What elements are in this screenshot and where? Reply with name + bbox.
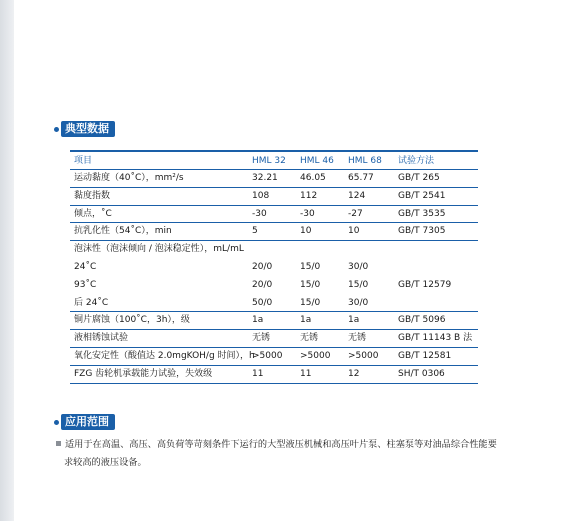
table-cell: 20/0: [252, 261, 273, 272]
table-cell: 20/0: [252, 279, 273, 290]
table-cell: 15/0: [300, 279, 321, 290]
table-cell: 5: [252, 226, 258, 237]
table-cell: 1a: [300, 315, 312, 326]
table-cell: 液相锈蚀试验: [74, 333, 129, 344]
application-paragraph: [56, 436, 526, 472]
heading-label: 应用范围: [61, 414, 115, 430]
table-cell: 32.21: [252, 173, 278, 183]
table-cell: >5000: [300, 350, 331, 361]
table-cell: 46.05: [300, 173, 326, 183]
table-cell: 15/0: [348, 279, 369, 290]
typical-data-heading: [54, 121, 115, 137]
application-line: 适用于在高温、高压、高负荷等苛刻条件下运行的大型液压机械和高压叶片泵、柱塞泵等对油品综合性能要: [65, 439, 497, 450]
heading-bullet-icon: [54, 420, 59, 425]
table-row: [70, 188, 478, 206]
table-row: [70, 277, 478, 295]
table-row: [70, 366, 478, 384]
table-cell: 1a: [348, 315, 360, 326]
table-cell: 无锈: [252, 333, 271, 344]
table-cell: 10: [348, 226, 360, 237]
header-cell: 试验方法: [398, 156, 435, 166]
table-row: [70, 295, 478, 313]
table-cell: 15/0: [300, 261, 321, 272]
square-bullet-icon: [56, 441, 61, 446]
table-cell: GB/T 12579: [398, 279, 452, 290]
table-cell: 24˚C: [74, 261, 97, 272]
table-cell: GB/T 12581: [398, 350, 452, 361]
page-edge-strip: [0, 0, 14, 521]
table-cell: 93˚C: [74, 279, 97, 290]
table-cell: 黏度指数: [74, 190, 111, 201]
table-cell: 后 24˚C: [74, 297, 109, 308]
header-cell: HML 68: [348, 156, 382, 166]
header-cell: HML 46: [300, 156, 334, 166]
table-cell: SH/T 0306: [398, 368, 445, 379]
table-cell: FZG 齿轮机承载能力试验，失效级: [74, 368, 213, 379]
table-cell: GB/T 2541: [398, 190, 446, 201]
table-cell: -30: [300, 208, 315, 219]
table-cell: 无锈: [348, 333, 367, 344]
table-cell: 15/0: [300, 297, 321, 308]
table-cell: GB/T 3535: [398, 208, 446, 219]
header-cell: HML 32: [252, 156, 286, 166]
table-cell: >5000: [252, 350, 283, 361]
table-cell: 泡沫性（泡沫倾向 / 泡沫稳定性），mL/mL: [74, 244, 244, 255]
table-cell: 铜片腐蚀（100˚C，3h），级: [74, 315, 190, 326]
table-row: [70, 312, 478, 330]
table-cell: 65.77: [348, 173, 374, 183]
table-cell: 抗乳化性（54˚C），min: [74, 226, 172, 237]
table-cell: 30/0: [348, 297, 369, 308]
table-cell: -30: [252, 208, 267, 219]
table-cell: GB/T 5096: [398, 315, 446, 326]
table-cell: GB/T 7305: [398, 226, 446, 237]
table-cell: >5000: [348, 350, 379, 361]
table-cell: 运动黏度（40˚C），mm²/s: [74, 173, 184, 183]
table-cell: -27: [348, 208, 363, 219]
table-row: [70, 330, 478, 348]
table-cell: 50/0: [252, 297, 273, 308]
application-heading: [54, 414, 115, 430]
table-cell: 10: [300, 226, 312, 237]
typical-data-table: [70, 150, 478, 384]
table-cell: GB/T 11143 B 法: [398, 333, 473, 344]
table-cell: 11: [252, 368, 264, 379]
table-cell: 108: [252, 190, 270, 201]
table-row: [70, 206, 478, 224]
table-cell: 倾点，˚C: [74, 208, 112, 219]
heading-label: 典型数据: [61, 121, 115, 137]
application-line: 求较高的液压设备。: [64, 457, 147, 468]
table-row: [70, 223, 478, 241]
header-cell: 项目: [74, 156, 93, 166]
table-cell: 112: [300, 190, 318, 201]
table-row: [70, 348, 478, 366]
table-cell: 124: [348, 190, 366, 201]
table-cell: 12: [348, 368, 360, 379]
table-cell: 30/0: [348, 261, 369, 272]
table-cell: 氧化安定性（酸值达 2.0mgKOH/g 时间），h: [74, 350, 255, 361]
table-header-row: [70, 152, 478, 170]
table-cell: GB/T 265: [398, 173, 440, 183]
table-row: [70, 259, 478, 277]
table-cell: 无锈: [300, 333, 319, 344]
table-row: [70, 170, 478, 188]
table-cell: 11: [300, 368, 312, 379]
heading-bullet-icon: [54, 127, 59, 132]
table-cell: 1a: [252, 315, 264, 326]
table-row: [70, 241, 478, 259]
